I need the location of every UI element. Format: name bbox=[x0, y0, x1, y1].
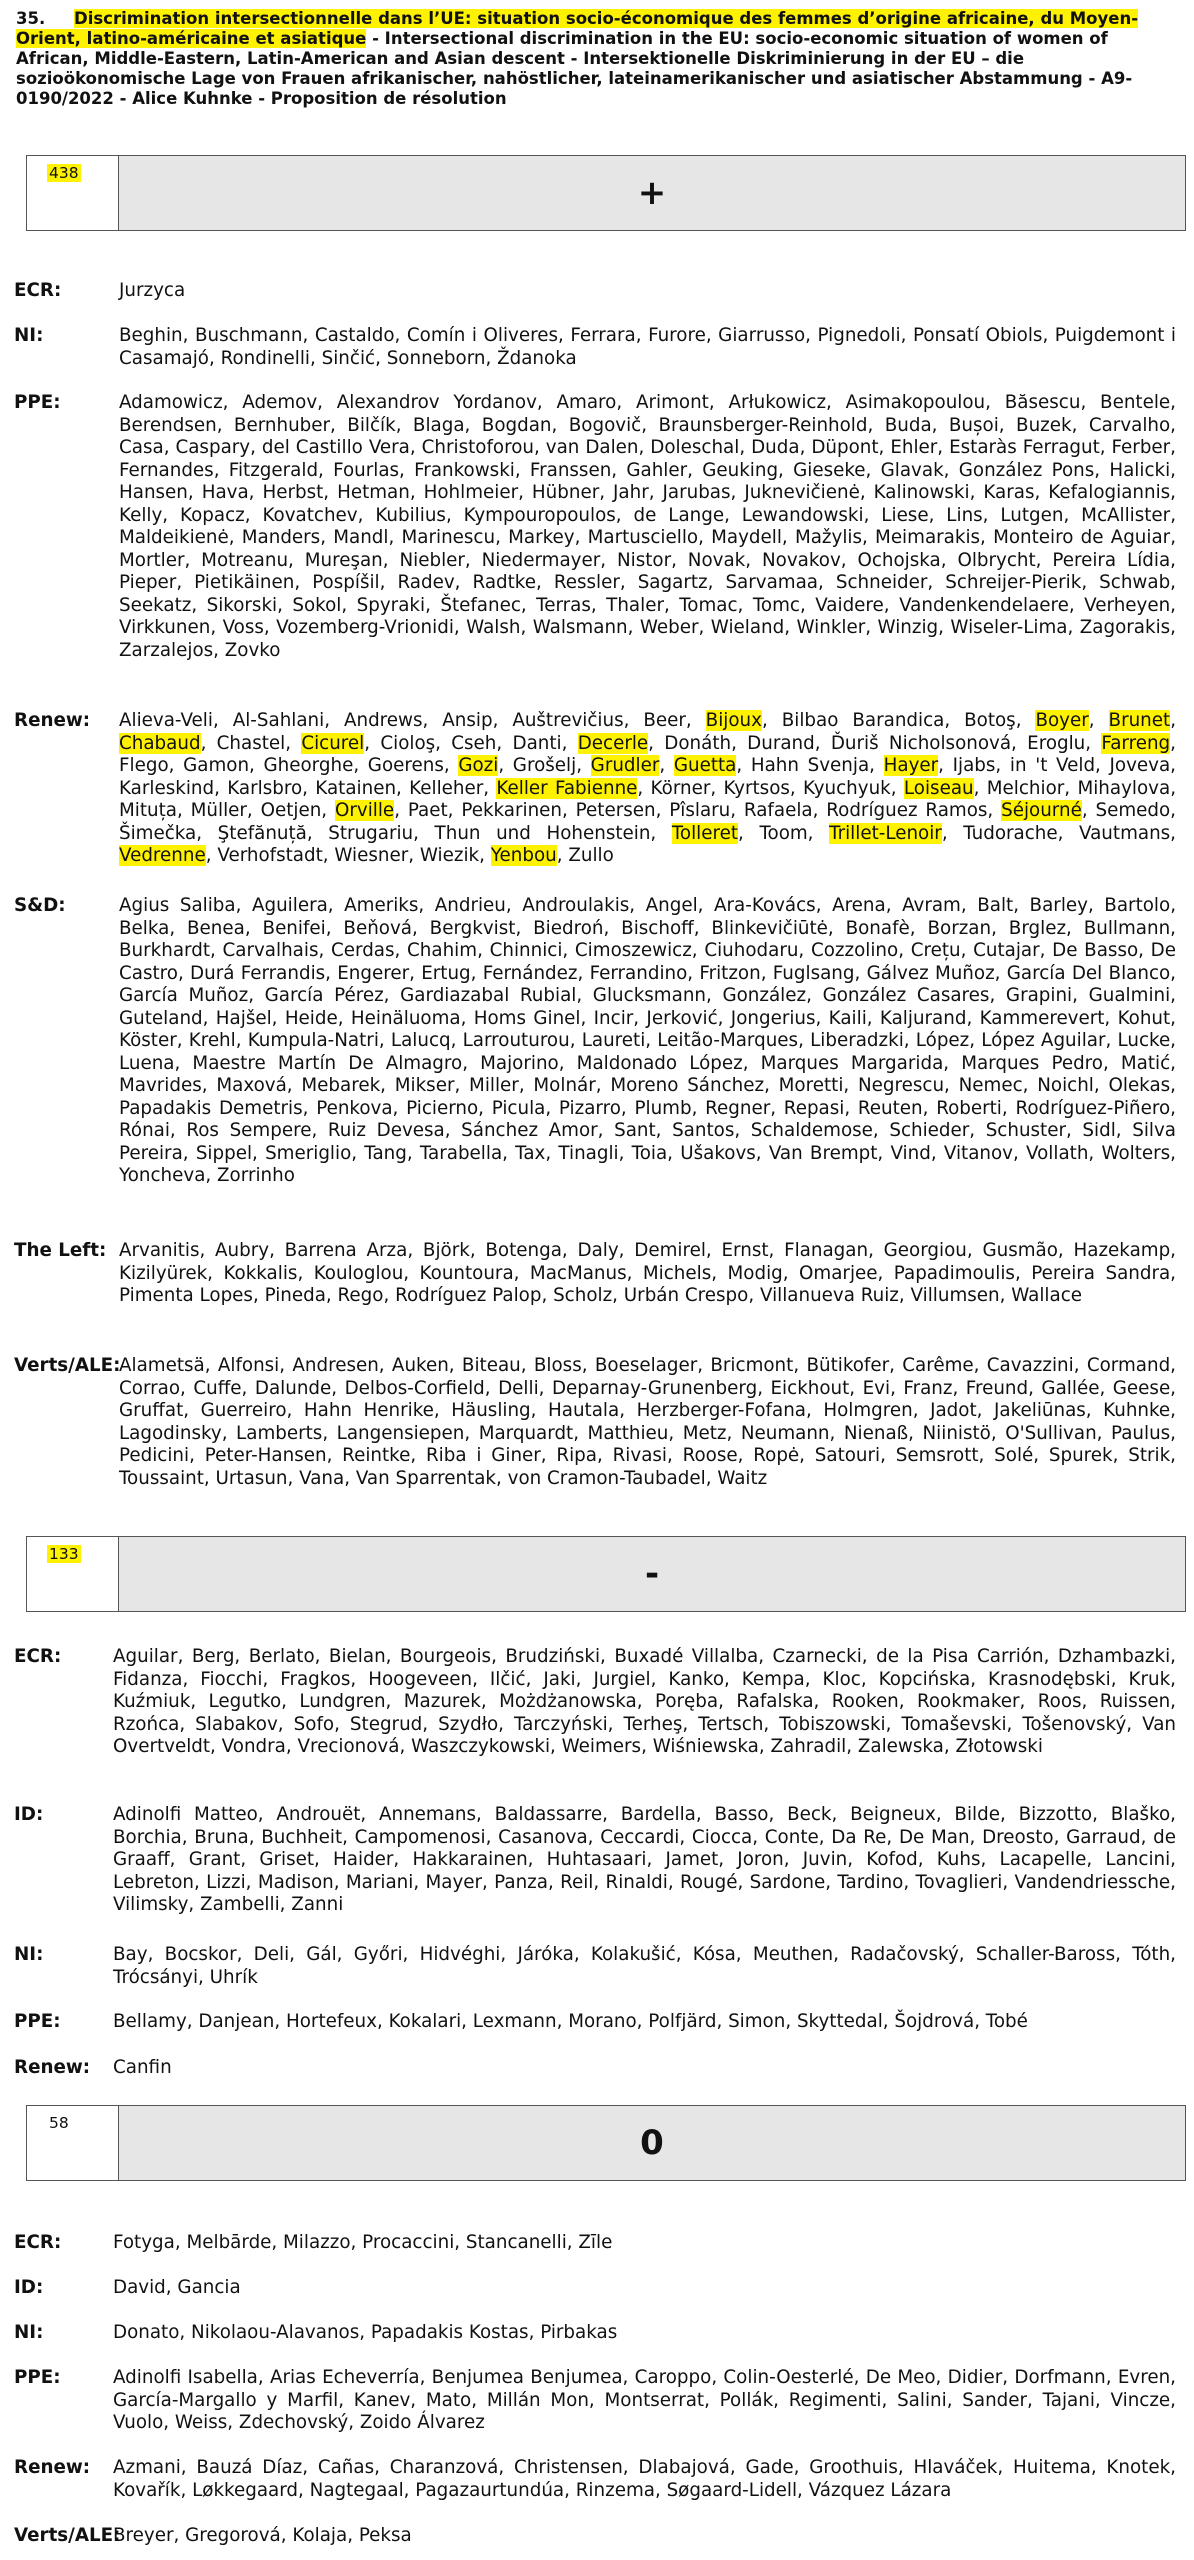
political-group-label: NI: bbox=[14, 325, 44, 346]
highlighted-member-name: Vedrenne bbox=[119, 845, 206, 866]
member-name-text: Adinolfi Isabella, Arias Echeverría, Benjumea Benjumea, Caroppo, Colin-Oesterlé, De Meo, Didier, Dorfmann, Evren, García-Margallo y Marfil, Kanev, Mato, Millán Mon, Montserrat, Pollák, Regimenti, Salini, Sander, Tajani, Vincze, Vuolo, Weiss, Zdechovský, Zoido Álvarez bbox=[113, 2367, 1176, 2433]
member-name-text: , Hahn Svenja, bbox=[736, 755, 884, 776]
vote-number: 35. bbox=[16, 9, 46, 28]
highlighted-member-name: Bijoux bbox=[705, 710, 762, 731]
member-name-text: , bbox=[1170, 710, 1176, 731]
member-name-text: , Ijabs, in 't Veld, Joveva, Karleskind, Karlsbro, Katainen, Kelleher, bbox=[119, 755, 1176, 799]
member-name-text: , Paet, Pekkarinen, Petersen, Pîslaru, Rafaela, Rodríguez Ramos, bbox=[394, 800, 1002, 821]
political-group-label: ECR: bbox=[14, 2232, 62, 2253]
member-names bbox=[119, 325, 1176, 370]
political-group-label: ID: bbox=[14, 2277, 44, 2298]
political-group-label: Renew: bbox=[14, 2457, 91, 2478]
member-names bbox=[119, 280, 1176, 303]
member-name-text: , Bilbao Barandica, Botoş, bbox=[761, 710, 1036, 731]
member-names bbox=[113, 1944, 1176, 1989]
vote-count: 58 bbox=[49, 2114, 69, 2132]
member-name-text: , bbox=[1088, 710, 1109, 731]
highlighted-member-name: Decerle bbox=[577, 732, 649, 754]
highlighted-member-name: Hayer bbox=[883, 755, 939, 776]
member-name-text: Bellamy, Danjean, Hortefeux, Kokalari, Lexmann, Morano, Polfjärd, Simon, Skyttedal, Šojdrová, Tobé bbox=[113, 2011, 1028, 2032]
member-name-text: Breyer, Gregorová, Kolaja, Peksa bbox=[113, 2525, 412, 2546]
highlighted-member-name: Farreng bbox=[1101, 732, 1171, 754]
highlighted-member-name: Guetta bbox=[673, 755, 737, 776]
vote-count-cell bbox=[27, 1537, 119, 1611]
member-name-text: Canfin bbox=[113, 2057, 172, 2078]
member-names bbox=[113, 2322, 1176, 2345]
vote-symbol: + bbox=[119, 156, 1185, 230]
member-names bbox=[119, 1355, 1176, 1490]
political-group-label: Renew: bbox=[14, 710, 91, 731]
member-names bbox=[113, 2232, 1176, 2255]
member-name-text: Bay, Bocskor, Deli, Gál, Győri, Hidvéghi, Járóka, Kolakušić, Kósa, Meuthen, Radačovský, Schaller-Baross, Tóth, Trócsányi, Uhrík bbox=[113, 1944, 1176, 1988]
political-group-label: PPE: bbox=[14, 2011, 61, 2032]
vote-count: 438 bbox=[49, 164, 79, 182]
member-name-text: Arvanitis, Aubry, Barrena Arza, Björk, Botenga, Daly, Demirel, Ernst, Flanagan, Georgiou, Gusmão, Hazekamp, Kizilyürek, Kokkalis, Kouloglou, Kountoura, MacManus, Michels, Modig, Omarjee, Papadimoulis, Pereira Sandra, Pimenta Lopes, Pineda, Rego, Rodríguez Palop, Scholz, Urbán Crespo, Villanueva Ruiz, Villumsen, Wallace bbox=[119, 1240, 1176, 1306]
vote-title bbox=[16, 9, 1176, 109]
member-names bbox=[113, 1646, 1176, 1759]
highlighted-member-name: Orville bbox=[334, 800, 395, 821]
member-name-text: Fotyga, Melbārde, Milazzo, Procaccini, Stancanelli, Zīle bbox=[113, 2232, 613, 2253]
political-group-label: NI: bbox=[14, 2322, 44, 2343]
political-group-label: Renew: bbox=[14, 2057, 91, 2078]
member-name-text: Agius Saliba, Aguilera, Ameriks, Andrieu, Androulakis, Angel, Ara-Kovács, Arena, Avram, Balt, Barley, Bartolo, Belka, Benea, Benifei, Beňová, Bergkvist, Biedroń, Bischoff, Blinkevičiūtė, Bonafè, Borzan, Brglez, Bullmann, Burkhardt, Carvalhais, Cerdas, Chahim, Chinnici, Cimoszewicz, Ciuhodaru, Cozzolino, Crețu, Cutajar, De Basso, De Castro, Durá Ferrandis, Engerer, Ertug, Fernández, Ferrandino, Fritzon, Fuglsang, Gálvez Muñoz, García Del Blanco, García Muñoz, García Pérez, Gardiazabal Rubial, Glucksmann, González, González Casares, Grapini, Gualmini, Guteland, Hajšel, Heide, Heinäluoma, Homs Ginel, Incir, Jerković, Jongerius, Kaili, Kaljurand, Kammerevert, Kohut, Köster, Krehl, Kumpula-Natri, Lalucq, Larrouturou, Laureti, Leitão-Marques, Liberadzki, López, López Aguilar, Lucke, Luena, Maestre Martín De Almagro, Majorino, Maldonado López, Marques Margarida, Marques Pedro, Matić, Mavrides, Maxová, Mebarek, Mikser, Miller, Molnár, Moreno Sánchez, Moretti, Negrescu, Nemec, Noichl, Olekas, Papadakis Demetris, Penkova, Picierno, Picula, Pizarro, Plumb, Regner, Repasi, Reuten, Roberti, Rodríguez-Piñero, Rónai, Ros Sempere, Ruiz Devesa, Sánchez Amor, Sant, Santos, Schaldemose, Schieder, Schuster, Sidl, Silva Pereira, Sippel, Smeriglio, Tang, Tarabella, Tax, Tinagli, Toia, Ušakovs, Van Brempt, Vind, Vitanov, Vollath, Wolters, Yoncheva, Zorrinho bbox=[119, 895, 1176, 1186]
vote-count: 133 bbox=[49, 1545, 79, 1563]
vote-title-rest: - Intersectional discrimination in the EU: socio-economic situation of women of African, Middle-Eastern, Latin-American and Asian descent - Intersektionelle Diskriminierung in der EU – die sozioökonomische Lage von Frauen afrikanischer, nahöstlicher, lateinamerikanischer und asiatischer Abstammung - A9-0190/2022 - Alice Kuhnke - Proposition de résolution bbox=[16, 29, 1133, 108]
member-names bbox=[113, 2011, 1176, 2034]
member-names bbox=[113, 2457, 1176, 2502]
political-group-label: ID: bbox=[14, 1804, 44, 1825]
political-group-label: PPE: bbox=[14, 2367, 61, 2388]
vote-title-highlighted: Discrimination intersectionnelle dans l’UE: situation socio-économique des femmes d’origine africaine, du Moyen-Orient, latino-américaine et asiatique bbox=[16, 9, 1139, 48]
highlighted-member-name: Grudler bbox=[590, 755, 660, 776]
member-name-text: Jurzyca bbox=[119, 280, 186, 301]
member-name-text: Alametsä, Alfonsi, Andresen, Auken, Biteau, Bloss, Boeselager, Bricmont, Bütikofer, Carême, Cavazzini, Cormand, Corrao, Cuffe, Dalunde, Delbos-Corfield, Delli, Deparnay-Grunenberg, Eickhout, Evi, Franz, Freund, Gallée, Geese, Gruffat, Guerreiro, Hahn Henrike, Häusling, Hautala, Herzberger-Fofana, Holmgren, Jadot, Jakeliūnas, Kuhnke, Lagodinsky, Lamberts, Langensiepen, Marquardt, Matthieu, Metz, Neumann, Nienaß, Niinistö, O'Sullivan, Paulus, Pedicini, Peter-Hansen, Reintke, Riba i Giner, Ripa, Rivasi, Roose, Ropė, Satouri, Semsrott, Solé, Spurek, Strik, Toussaint, Urtasun, Vana, Van Sparrentak, von Cramon-Taubadel, Waitz bbox=[119, 1355, 1176, 1489]
member-name-text: David, Gancia bbox=[113, 2277, 241, 2298]
political-group-label: The Left: bbox=[14, 1240, 107, 1261]
member-names bbox=[113, 1804, 1176, 1917]
member-name-text: , Semedo, Šimečka, Ştefănuță, Strugariu, Thun und Hohenstein, bbox=[119, 800, 1176, 844]
vote-count-cell bbox=[27, 156, 119, 230]
member-name-text: , Chastel, bbox=[200, 732, 302, 754]
political-group-label: ECR: bbox=[14, 1646, 62, 1667]
member-names bbox=[119, 710, 1176, 868]
member-names bbox=[119, 895, 1176, 1188]
member-name-text: Donato, Nikolaou-Alavanos, Papadakis Kostas, Pirbakas bbox=[113, 2322, 618, 2343]
member-names bbox=[113, 2525, 1176, 2548]
member-name-text: Beghin, Buschmann, Castaldo, Comín i Oliveres, Ferrara, Furore, Giarrusso, Pignedoli, Ponsatí Obiols, Puigdemont i Casamajó, Rondinelli, Sinčić, Sonneborn, Ždanoka bbox=[119, 325, 1176, 369]
member-name-text: , Verhofstadt, Wiesner, Wiezik, bbox=[205, 845, 491, 866]
highlighted-member-name: Cicurel bbox=[301, 732, 365, 754]
member-name-text: Adinolfi Matteo, Androuët, Annemans, Baldassarre, Bardella, Basso, Beck, Beigneux, Bilde, Bizzotto, Blaško, Borchia, Bruna, Buchheit, Campomenosi, Casanova, Ceccardi, Ciocca, Conte, Da Re, De Man, Dreosto, Garraud, de Graaff, Grant, Griset, Haider, Hakkarainen, Huhtasaari, Jamet, Joron, Juvin, Kofod, Kuhs, Lacapelle, Lancini, Lebreton, Lizzi, Madison, Mariani, Mayer, Panza, Reil, Rinaldi, Rougé, Sardone, Tardino, Tovaglieri, Vandendriessche, Vilimsky, Zambelli, Zanni bbox=[113, 1804, 1176, 1915]
member-names bbox=[113, 2367, 1176, 2435]
member-name-text: , Grošelj, bbox=[498, 755, 591, 776]
member-name-text: Aguilar, Berg, Berlato, Bielan, Bourgeois, Brudziński, Buxadé Villalba, Czarnecki, de la Pisa Carrión, Dzhambazki, Fidanza, Fiocchi, Fragkos, Hoogeveen, Ilčić, Jaki, Jurgiel, Kanko, Kempa, Kloc, Kopcińska, Krasnodębski, Kruk, Kuźmiuk, Legutko, Lundgren, Mazurek, Możdżanowska, Poręba, Rafalska, Rooken, Rookmaker, Roos, Ruissen, Rzońca, Slabakov, Sofo, Stegrud, Szydło, Tarczyński, Terheş, Tertsch, Tobiszowski, Tomaševski, Tošenovský, Van Overtveldt, Vondra, Vrecionová, Waszczykowski, Weimers, Wiśniewska, Zahradil, Zalewska, Złotowski bbox=[113, 1646, 1176, 1757]
political-group-label: Verts/ALE: bbox=[14, 1355, 121, 1376]
member-names bbox=[113, 2057, 1176, 2080]
member-name-text: , Donáth, Durand, Ďuriš Nicholsonová, Eroglu, bbox=[648, 732, 1102, 754]
political-group-label: PPE: bbox=[14, 392, 61, 413]
member-name-text: Alieva-Veli, Al-Sahlani, Andrews, Ansip, Auštrevičius, Beer, bbox=[119, 710, 706, 731]
highlighted-member-name: Boyer bbox=[1035, 710, 1089, 731]
highlighted-member-name: Keller Fabienne bbox=[496, 777, 638, 799]
member-name-text: Azmani, Bauzá Díaz, Cañas, Charanzová, Christensen, Dlabajová, Gade, Groothuis, Hlaváček, Huitema, Knotek, Kovařík, Løkkegaard, Nagtegaal, Pagazaurtundúa, Rinzema, Søgaard-Lidell, Vázquez Lázara bbox=[113, 2457, 1176, 2501]
member-name-text: Adamowicz, Ademov, Alexandrov Yordanov, Amaro, Arimont, Arłukowicz, Asimakopoulou, Băsescu, Bentele, Berendsen, Bernhuber, Bilčík, Blaga, Bogdan, Bogovič, Braunsberger-Reinhold, Buda, Bușoi, Buzek, Carvalho, Casa, Caspary, del Castillo Vera, Christoforou, van Dalen, Doleschal, Duda, Düpont, Ehler, Estaràs Ferragut, Ferber, Fernandes, Fitzgerald, Fourlas, Frankowski, Franssen, Gahler, Geuking, Gieseke, Glavak, González Pons, Halicki, Hansen, Hava, Herbst, Hetman, Hohlmeier, Hübner, Jahr, Jarubas, Juknevičienė, Kalinowski, Karas, Kefalogiannis, Kelly, Kopacz, Kovatchev, Kubilius, Kympouropoulos, de Lange, Lewandowski, Liese, Lins, Lutgen, McAllister, Maldeikienė, Manders, Mandl, Marinescu, Markey, Martusciello, Maydell, Mažylis, Meimarakis, Monteiro de Aguiar, Mortler, Motreanu, Mureşan, Niebler, Niedermayer, Nistor, Novak, Novakov, Ochojska, Olbrycht, Pereira Lídia, Pieper, Pietikäinen, Pospíšil, Radev, Radtke, Ressler, Sagartz, Sarvamaa, Schneider, Schreijer-Pierik, Schwab, Seekatz, Sikorski, Sokol, Spyraki, Štefanec, Terras, Thaler, Tomac, Tomc, Vaidere, Vandenkendelaere, Verheyen, Virkkunen, Voss, Vozemberg-Vrionidi, Walsh, Walsmann, Weber, Wieland, Winkler, Winzig, Wiseler-Lima, Zagorakis, Zarzalejos, Zovko bbox=[119, 392, 1176, 661]
vote-symbol: - bbox=[119, 1537, 1185, 1611]
member-name-text: , Zullo bbox=[556, 845, 614, 866]
political-group-label: ECR: bbox=[14, 280, 62, 301]
member-name-text: , Toom, bbox=[738, 822, 830, 844]
vote-symbol: 0 bbox=[119, 2106, 1185, 2180]
highlighted-member-name: Loiseau bbox=[903, 777, 974, 799]
political-group-label: Verts/ALE: bbox=[14, 2525, 121, 2546]
highlighted-member-name: Chabaud bbox=[119, 732, 201, 754]
highlighted-member-name: Brunet bbox=[1108, 710, 1171, 731]
vote-count-cell bbox=[27, 2106, 119, 2180]
member-name-text: , Tudorache, Vautmans, bbox=[941, 822, 1176, 844]
member-name-text: , Cioloş, Cseh, Danti, bbox=[364, 732, 578, 754]
member-name-text: , Flego, Gamon, Gheorghe, Goerens, bbox=[119, 732, 1176, 776]
political-group-label: NI: bbox=[14, 1944, 44, 1965]
highlighted-member-name: Gozi bbox=[458, 755, 499, 776]
highlighted-member-name: Trillet-Lenoir bbox=[829, 822, 942, 844]
member-name-text: , Melchior, Mihaylova, Mituța, Müller, Oetjen, bbox=[119, 777, 1177, 821]
vote-tally-box bbox=[26, 155, 1186, 231]
political-group-label: S&D: bbox=[14, 895, 66, 916]
member-name-text: , bbox=[659, 755, 674, 776]
vote-tally-box bbox=[26, 2105, 1186, 2181]
member-name-text: , Körner, Kyrtsos, Kyuchyuk, bbox=[637, 777, 904, 799]
highlighted-member-name: Yenbou bbox=[490, 845, 557, 866]
highlighted-member-name: Tolleret bbox=[671, 822, 739, 844]
member-names bbox=[119, 1240, 1176, 1308]
vote-tally-box bbox=[26, 1536, 1186, 1612]
member-names bbox=[113, 2277, 1176, 2300]
highlighted-member-name: Séjourné bbox=[1001, 800, 1082, 821]
member-names bbox=[119, 392, 1176, 662]
